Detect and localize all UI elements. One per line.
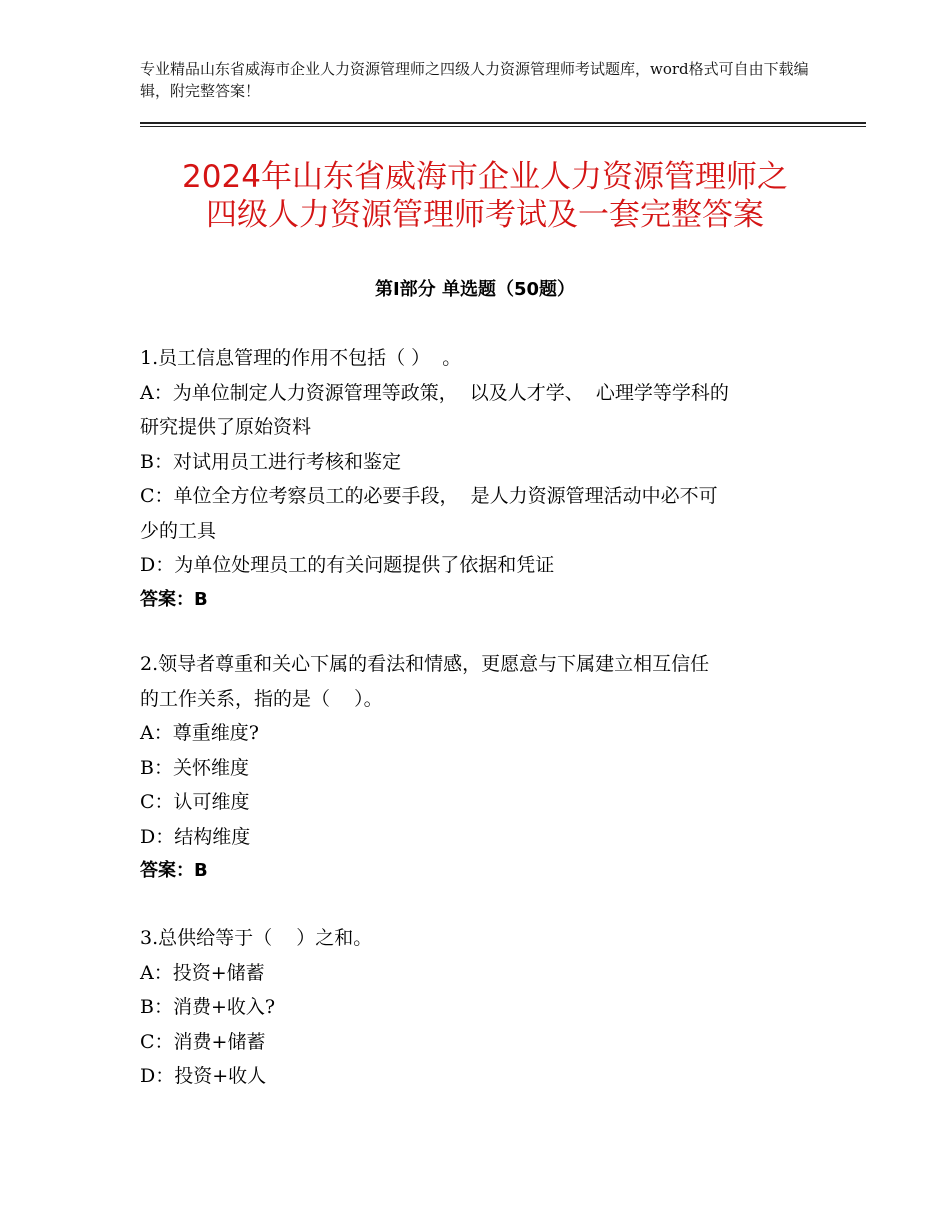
answer: 答案：B	[140, 588, 208, 610]
question-text-line-2: 的工作关系，指的是（ ）。	[140, 687, 383, 710]
option-d: D：为单位处理员工的有关问题提供了依据和凭证	[140, 554, 555, 576]
header-rule-thin	[140, 126, 866, 127]
header-rule-thick	[140, 122, 866, 124]
question-text-line-1: 2.领导者尊重和关心下属的看法和情感，更愿意与下属建立相互信任	[140, 653, 710, 675]
question-3	[140, 921, 820, 1094]
option-a: A：投资+储蓄	[140, 961, 265, 984]
option-b: B：对试用员工进行考核和鉴定	[140, 450, 401, 473]
option-a-line-2: 研究提供了原始资料	[140, 416, 312, 438]
option-c: C：消费+储蓄	[140, 1030, 266, 1053]
option-c-line-2: 少的工具	[140, 519, 217, 542]
document-title	[120, 158, 850, 234]
option-c-line-1: C：单位全方位考察员工的必要手段， 是人力资源管理活动中必不可	[140, 485, 718, 507]
option-d: D：投资+收人	[140, 1065, 267, 1087]
option-d: D：结构维度	[140, 825, 251, 848]
option-a: A：尊重维度?	[140, 722, 259, 744]
header-note: 专业精品山东省威海市企业人力资源管理师之四级人力资源管理师考试题库，word格式可自由下载编辑，附完整答案！	[140, 60, 809, 100]
question-text: 3.总供给等于（ ）之和。	[140, 927, 373, 949]
option-c: C：认可维度	[140, 791, 250, 813]
section-heading: 第Ⅰ部分 单选题（50题）	[374, 279, 575, 300]
option-b: B：消费+收入?	[140, 996, 276, 1018]
question-1	[140, 341, 820, 617]
option-a-line-1: A：为单位制定人力资源管理等政策， 以及人才学、 心理学等学科的	[140, 381, 729, 404]
title-line-2: 四级人力资源管理师考试及一套完整答案	[206, 197, 764, 233]
question-text: 1.员工信息管理的作用不包括（ ） 。	[140, 347, 462, 369]
title-line-1: 2024年山东省威海市企业人力资源管理师之	[182, 159, 788, 195]
answer: 答案：B	[140, 860, 208, 881]
option-b: B：关怀维度	[140, 756, 249, 779]
question-2	[140, 647, 820, 889]
